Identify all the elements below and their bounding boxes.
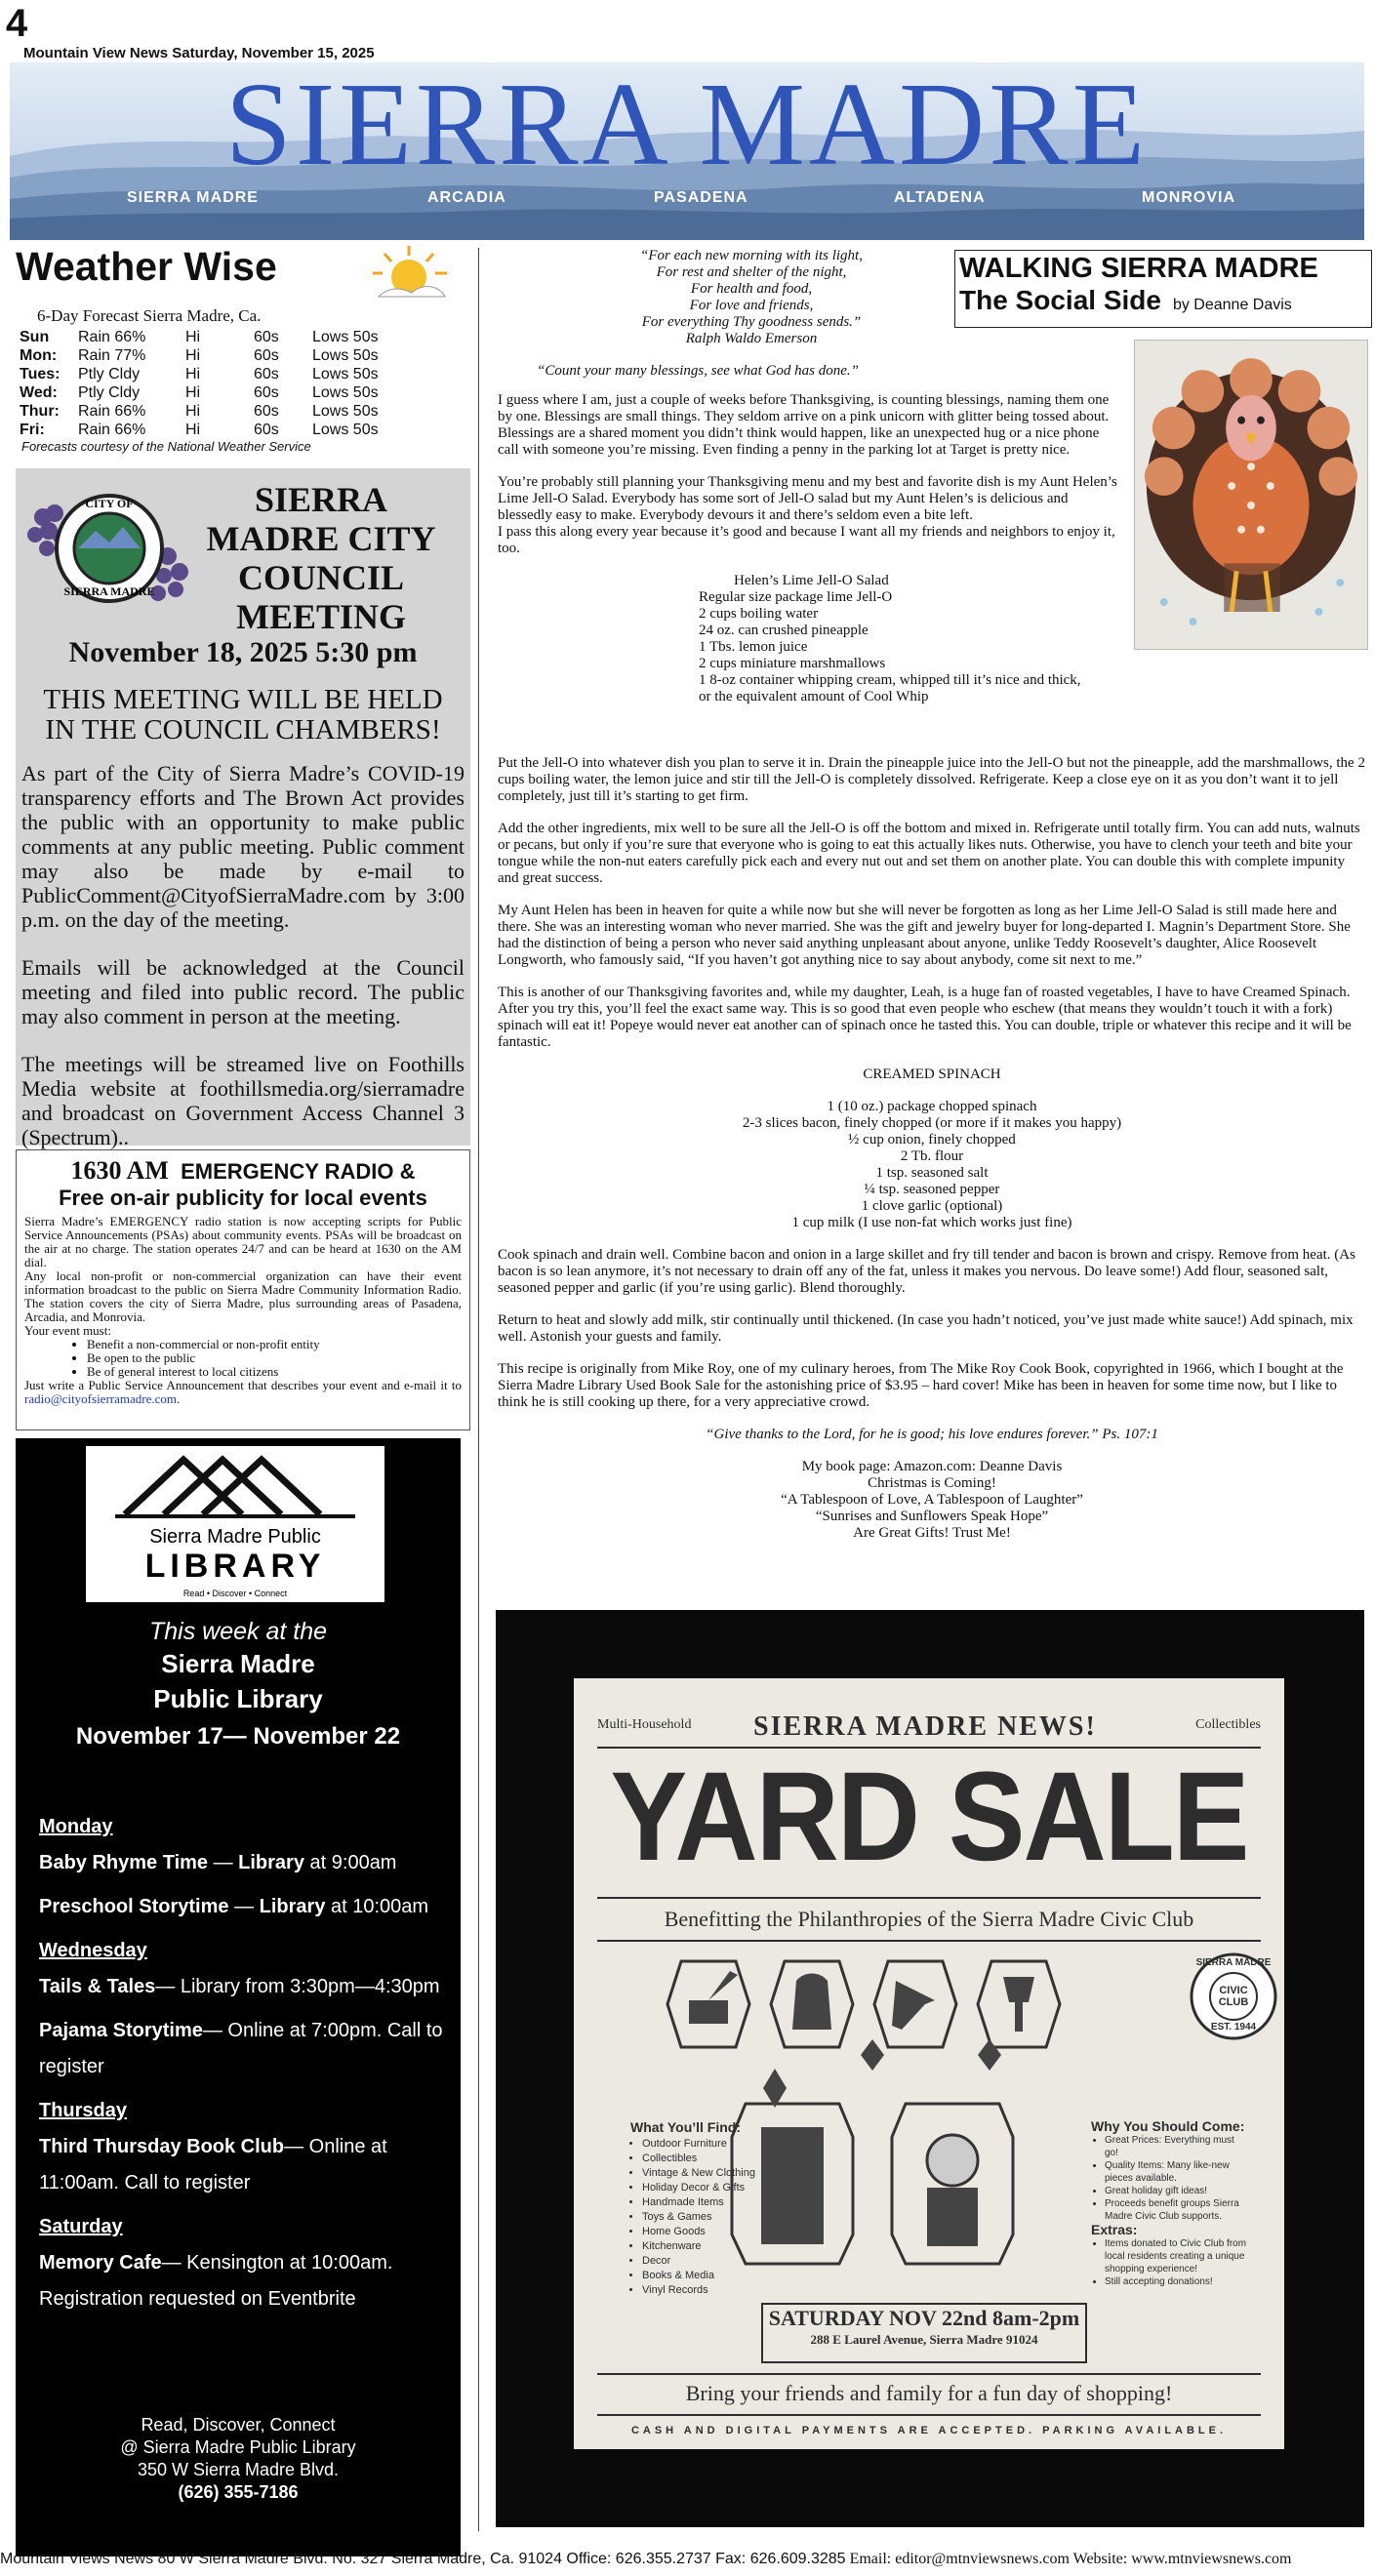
list-item: • Benefit a non-commercial or non-profit entity [87, 1338, 462, 1351]
library-event-part: Library [238, 1852, 304, 1873]
recipe-ingredient: 1 8-oz container whipping cream, whipped till it’s nice and thick, [699, 672, 1081, 688]
library-event-part: — Online at 11:00am. Call to register [39, 2136, 387, 2194]
library-day-heading: Saturday [39, 2216, 123, 2237]
poster-right-label: Collectibles [1195, 1717, 1261, 1732]
page-number: 4 [6, 2, 28, 45]
recipe-ingredient: 2 Tb. flour [900, 1148, 964, 1164]
list-item: • Items donated to Civic Club from local residents creating a unique shopping experience! [1105, 2237, 1247, 2275]
forecast-cell: Hi [185, 384, 201, 401]
city-label: MONROVIA [1142, 189, 1235, 206]
civic-club-name: CLUB [1218, 1996, 1249, 2008]
library-event-part: Tails & Tales [39, 1976, 156, 1997]
library-event-part: Library [259, 1896, 326, 1917]
poem-line: “For each new morning with its light, [640, 248, 863, 263]
list-item: • Still accepting donations! [1105, 2275, 1247, 2288]
civic-club-est: EST. 1944 [1210, 2022, 1257, 2033]
library-event-part: Pajama Storytime [39, 2020, 203, 2041]
forecast-cell: Thur: [20, 403, 60, 420]
council-title-line: COUNCIL [237, 558, 404, 597]
article-body-main [498, 755, 1366, 1542]
poster-paper-name: SIERRA MADRE NEWS! [753, 1711, 1097, 1742]
radio-must: Your event must: [24, 1323, 111, 1338]
book-line: My book page: Amazon.com: Deanne Davis [801, 1459, 1063, 1474]
opening-quote: “Count your many blessings, see what God has done.” [537, 363, 859, 379]
poster-benefit: Benefitting the Philanthropies of the Sierra Madre Civic Club [664, 1907, 1194, 1931]
recipe-ingredient: ½ cup onion, finely chopped [848, 1132, 1016, 1147]
recipe-ingredient: 1 (10 oz.) package chopped spinach [827, 1099, 1037, 1114]
council-paragraph: Emails will be acknowledged at the Council meeting and filed into public record. The public may also comment in person at the meeting. [21, 955, 465, 1028]
recipe-ingredients [699, 589, 1118, 705]
book-line: Christmas is Coming! [868, 1475, 996, 1491]
forecast-cell: Rain 77% [78, 347, 146, 364]
library-week-heading [16, 1618, 461, 1757]
divider [597, 2373, 1261, 2375]
list-item: • Decor [642, 2254, 787, 2269]
council-body [21, 761, 465, 1173]
library-event-part: — Kensington at 10:00am. Registration requested on Eventbrite [39, 2252, 393, 2310]
library-schedule [16, 1438, 461, 2556]
council-date: November 18, 2025 5:30 pm [68, 636, 418, 668]
list-item: • Be of general interest to local citizens [87, 1365, 462, 1379]
radio-heading [24, 1156, 462, 1186]
forecast-row [20, 365, 400, 383]
library-logo-word: LIBRARY [144, 1548, 326, 1585]
dateline: Mountain View News Saturday, November 15, 2025 [23, 45, 375, 61]
library-week-intro: This week at the [148, 1618, 328, 1645]
poster-why-list [1091, 2119, 1247, 2288]
yard-sale-poster [574, 1678, 1284, 2449]
library-day-heading: Thursday [39, 2100, 128, 2121]
poem-line: For rest and shelter of the night, [656, 264, 847, 280]
library-event-part: — Online at 7:00pm. Call to register [39, 2020, 443, 2077]
radio-heading-text: EMERGENCY RADIO & [181, 1159, 416, 1184]
council-title-line: MEETING [235, 597, 407, 636]
poem-line: For everything Thy goodness sends.” [641, 314, 862, 330]
poster-invite: Bring your friends and family for a fun day of shopping! [685, 2381, 1173, 2405]
city-label: ALTADENA [894, 189, 986, 206]
city-seal-logo [21, 478, 197, 624]
book-line: “Sunrises and Sunflowers Speak Hope” [815, 1509, 1049, 1524]
forecast-cell: 60s [254, 329, 279, 345]
list-item: • Kitchenware [642, 2239, 787, 2254]
book-line: “A Tablespoon of Love, A Tablespoon of Laughter” [781, 1492, 1083, 1508]
footer-address: Mountain Views News 80 W Sierra Madre Blvd. No. 327 Sierra Madre, Ca. 91024 Office: 626.355.2737 Fax: 626.609.3285 [0, 2551, 846, 2567]
library-day-heading: Monday [39, 1816, 113, 1837]
list-item: • Great holiday gift ideas! [1105, 2185, 1247, 2197]
city-label: ARCADIA [427, 189, 506, 206]
library-logo-name: Sierra Madre Public [149, 1526, 321, 1548]
council-paragraph: The meetings will be streamed live on Foothills Media website at foothillsmedia.org/sierramadre and broadcast on Government Access Channel 3 (Spectrum).. [21, 1052, 465, 1149]
recipe-ingredient: 1 cup milk (I use non-fat which works just fine) [791, 1215, 1072, 1230]
forecast-cell: 60s [254, 422, 279, 438]
extras-title: Extras: [1091, 2222, 1138, 2237]
article-paragraph: This recipe is originally from Mike Roy, one of my culinary heroes, from The Mike Roy Cook Book, copyrighted in 1966, which I bought at the Sierra Madre Library Used Book Sale for the astonishing price of $3.95 – hard cover! Mike has been in heaven for some time now, but I like to think he is still cooking up there, for a very appreciative crowd. [498, 1361, 1344, 1410]
radio-email-link[interactable]: radio@cityofsierramadre.com [24, 1391, 177, 1406]
radio-closing-text: Just write a Public Service Announcement that describes your event and e-mail it to [24, 1378, 462, 1392]
masthead-title: SIERRA MADRE [224, 62, 1150, 190]
poem-line: For love and friends, [689, 298, 814, 313]
radio-closing [24, 1379, 462, 1406]
poster-date: SATURDAY NOV 22nd 8am-2pm [768, 2306, 1080, 2330]
divider [597, 2414, 1261, 2416]
library-week-name: Public Library [153, 1684, 323, 1713]
extras-items [1091, 2237, 1247, 2288]
svg-text:CITY OF: CITY OF [85, 497, 134, 510]
library-event [39, 1889, 449, 1925]
column-title-box [954, 250, 1372, 328]
article-paragraph: Cook spinach and drain well. Combine bacon and onion in a large skillet and fry till tender and bacon is brown and crispy. Remove from heat. (As bacon is so lean anymore, it’s not necessary to drain off any of the fat, unless it makes you nervous. Do leave some!) Add flour, seasoned salt, seasoned pepper and garlic (if you’re using garlic). Blend thoroughly. [498, 1247, 1355, 1296]
civic-club-name: CIVIC [1219, 1985, 1248, 1996]
radio-paragraph: Sierra Madre’s EMERGENCY radio station is now accepting scripts for Public Service Announcements (PSAs) about community events. PSAs will be broadcast on the air at no charge. The station operates 24/7 and can be heard at 1630 on the AM dial. [24, 1214, 462, 1269]
masthead [10, 62, 1364, 240]
radio-requirements [87, 1338, 462, 1379]
yard-sale-ad [496, 1610, 1364, 2527]
svg-text:SIERRA MADRE: SIERRA MADRE [63, 584, 155, 598]
recipe-ingredient: 2 cups boiling water [699, 606, 819, 622]
library-week-name: Sierra Madre [161, 1649, 315, 1678]
forecast-cell: 60s [254, 347, 279, 364]
library-event [39, 2013, 449, 2085]
library-event [39, 2245, 449, 2317]
forecast-cell: Lows 50s [312, 329, 379, 345]
forecast-row [20, 421, 400, 439]
library-footer-line: Read, Discover, Connect [141, 2415, 336, 2435]
forecast-cell: Ptly Cldy [78, 384, 141, 401]
find-title: What You’ll Find: [630, 2119, 742, 2135]
library-event-part: — [208, 1852, 239, 1873]
library-footer-line: 350 W Sierra Madre Blvd. [137, 2460, 340, 2479]
forecast-credit: Forecasts courtesy of the National Weather Service [21, 439, 311, 454]
forecast-cell: Hi [185, 347, 201, 364]
recipe-ingredient: Regular size package lime Jell-O [699, 589, 893, 605]
radio-closing-end: . [177, 1391, 181, 1406]
forecast-row [20, 383, 400, 402]
column-divider [478, 248, 479, 2531]
column-title: WALKING SIERRA MADRE [959, 253, 1318, 284]
list-item: • Handmade Items [642, 2195, 787, 2210]
library-event-part: at 10:00am [325, 1896, 429, 1917]
library-week-dates: November 17— November 22 [75, 1723, 401, 1750]
divider [597, 1897, 1261, 1899]
article-paragraph: Add the other ingredients, mix well to be sure all the Jell-O is off the bottom and mixed in. Refrigerate until totally firm. You can add nuts, walnuts or pecans, but only if you’re sure that everyone who is going to eat this actually likes nuts. Otherwise, you have to clench your teeth and bite your tongue while the non-nut eaters carefully pick each and every nut out and set them on another plate. You can double this with complete impunity and great success. [498, 821, 1360, 886]
library-event [39, 1969, 449, 2005]
library-footer [16, 2414, 461, 2504]
council-title-line: SIERRA [254, 480, 388, 519]
list-item: • Vinyl Records [642, 2283, 787, 2298]
book-line: Are Great Gifts! Trust Me! [853, 1525, 1011, 1541]
city-label: PASADENA [654, 189, 748, 206]
forecast-cell: Hi [185, 403, 201, 420]
forecast-cell: 60s [254, 384, 279, 401]
recipe-ingredient: 1 clove garlic (optional) [861, 1198, 1003, 1214]
library-footer-line: @ Sierra Madre Public Library [120, 2437, 356, 2457]
forecast-cell: Rain 66% [78, 422, 146, 438]
recipe-ingredient: 1 Tbs. lemon juice [699, 639, 808, 655]
book-list [498, 1459, 1366, 1542]
column-subtitle-text: The Social Side [959, 285, 1161, 315]
recipe-ingredient: ¼ tsp. seasoned pepper [864, 1182, 1000, 1197]
forecast-cell: Rain 66% [78, 403, 146, 420]
list-item: • Vintage & New Clothing [642, 2166, 787, 2181]
find-items [630, 2137, 787, 2298]
turkey-illustration [1134, 340, 1368, 650]
poem-line: Ralph Waldo Emerson [685, 331, 818, 346]
radio-frequency: 1630 AM [70, 1156, 169, 1185]
byline: by Deanne Davis [1172, 297, 1292, 313]
poster-payment-note: CASH AND DIGITAL PAYMENTS ARE ACCEPTED. PARKING AVAILABLE. [630, 2425, 1228, 2436]
article-paragraph: You’re probably still planning your Thanksgiving menu and my best and favorite dish is my Aunt Helen’s Lime Jell-O Salad. Everybody has some sort of Jell-O salad but my Aunt Helen’s is delicious and blessedly easy to make. Everybody devours it and there’s seldom even a bite left. [498, 474, 1117, 523]
article-paragraph: Return to heat and slowly add milk, stir continually until thickened. (In case you hadn’t noticed, you’ve just made white sauce!) Add spinach, mix well. Astonish your guests and family. [498, 1312, 1354, 1345]
forecast-cell: Fri: [20, 422, 45, 438]
list-item: • Quality Items: Many like-new pieces available. [1105, 2159, 1247, 2185]
forecast-row [20, 402, 400, 421]
forecast-cell: Lows 50s [312, 347, 379, 364]
library-logo [86, 1446, 384, 1602]
why-items [1091, 2134, 1247, 2223]
forecast-row [20, 346, 400, 365]
column-subtitle [959, 285, 1367, 316]
council-notice [16, 468, 470, 1149]
recipe-title: CREAMED SPINACH [863, 1067, 1001, 1082]
list-item: • Toys & Games [642, 2210, 787, 2225]
list-item: • Holiday Decor & Gifts [642, 2181, 787, 2195]
recipe-ingredient: 24 oz. can crushed pineapple [699, 623, 869, 638]
forecast-cell: Sun [20, 329, 50, 345]
council-title [199, 480, 443, 636]
council-title-line: MADRE CITY [206, 519, 436, 558]
library-logo-tagline: Read • Discover • Connect [182, 1589, 288, 1598]
footer-contact: Email: editor@mtnviewsnews.com Website: www.mtnviewsnews.com [845, 2551, 1292, 2567]
list-item: • Home Goods [642, 2225, 787, 2239]
article-body-top [498, 392, 1118, 705]
why-title: Why You Should Come: [1091, 2118, 1245, 2134]
page-footer [0, 2551, 1374, 2568]
city-label: SIERRA MADRE [127, 189, 259, 206]
poster-find-list [630, 2119, 787, 2298]
recipe-ingredient: 1 tsp. seasoned salt [875, 1165, 989, 1181]
library-roof-icon [86, 1446, 384, 1526]
library-event [39, 2129, 449, 2201]
library-event-part: — Library from 3:30pm—4:30pm [155, 1976, 440, 1997]
recipe-ingredient: or the equivalent amount of Cool Whip [699, 689, 929, 704]
forecast-row [20, 328, 400, 346]
forecast-cell: Wed: [20, 384, 58, 401]
forecast-cell: Hi [185, 329, 201, 345]
council-paragraph: As part of the City of Sierra Madre’s COVID-19 transparency efforts and The Brown Act provides the public with an opportunity to make public comments at any public meeting. Public comment may also be made by e-mail to PublicComment@CityofSierraMadre.com by 3:00 p.m. on the day of the meeting. [21, 761, 465, 932]
council-location-note: THIS MEETING WILL BE HELD IN THE COUNCIL CHAMBERS! [43, 684, 443, 745]
poster-left-label: Multi-Household [597, 1717, 692, 1732]
poem-line: For health and food, [690, 281, 813, 297]
recipe-ingredient: 2-3 slices bacon, finely chopped (or more if it makes you happy) [742, 1115, 1122, 1131]
recipe-title: Helen’s Lime Jell-O Salad [734, 573, 889, 588]
forecast-header: 6-Day Forecast Sierra Madre, Ca. [37, 306, 262, 325]
article-paragraph: My Aunt Helen has been in heaven for quite a while now but she will never be forgotten as long as her Lime Jell-O Salad is still made here and there. She was an interesting woman who never married. She was the gift and jewelry buyer for long-departed I. Magnin’s Department Store. She had the distinction of being a person who never said anything unpleasant about anyone, unlike Teddy Roosevelt’s daughter, Alice Roosevelt Longworth, who famously said, “If you haven’t got anything nice to say about anybody, come sit next to me.” [498, 903, 1351, 968]
civic-club-top: SIERRA MADRE [1195, 1957, 1272, 1968]
radio-paragraph: Any local non-profit or non-commercial organization can have their event information broadcast to the public on Sierra Madre Community Information Radio. The station covers the city of Sierra Madre, plus surrounding areas of Pasadena, Arcadia, and Monrovia. [24, 1268, 462, 1324]
library-event [39, 1845, 449, 1881]
library-event-part: Baby Rhyme Time [39, 1852, 209, 1873]
library-event-part: Memory Cafe [39, 2252, 162, 2274]
forecast-cell: 60s [254, 403, 279, 420]
forecast-cell: Lows 50s [312, 366, 379, 382]
opening-poem [498, 248, 1005, 347]
masthead-cities [10, 189, 1364, 209]
list-item: • Be open to the public [87, 1351, 462, 1365]
radio-subheading: Free on-air publicity for local events [59, 1186, 427, 1210]
poster-address: 288 E Laurel Avenue, Sierra Madre 91024 [810, 2332, 1038, 2347]
radio-body [24, 1215, 462, 1406]
article-paragraph: I pass this along every year because it’s good and because I want all my friends and neighbors to enjoy it, too. [498, 524, 1115, 556]
list-item: • Books & Media [642, 2269, 787, 2283]
jello-recipe [699, 573, 1118, 705]
sun-icon [365, 242, 453, 302]
library-events [39, 1801, 449, 2325]
weather-title: Weather Wise [16, 244, 277, 289]
poster-date-box [761, 2303, 1087, 2363]
recipe-ingredient: 2 cups miniature marshmallows [699, 656, 886, 671]
poster-header [597, 1711, 1261, 1741]
library-event-part: at 9:00am [303, 1852, 397, 1873]
list-item: • Collectibles [642, 2152, 787, 2166]
library-event-part: Third Thursday Book Club [39, 2136, 285, 2157]
list-item: • Great Prices: Everything must go! [1105, 2134, 1247, 2159]
article-paragraph: This is another of our Thanksgiving favorites and, while my daughter, Leah, is a huge fan of roasted vegetables, I have to have Creamed Spinach. After you try this, you’ll feel the exact same way. This is so good that even people who eschew (that means they wouldn’t touch it with a fork) spinach will eat it! Popeye would never eat another can of spinach once he tasted this. You can double, triple or whatever this recipe and it will be fantastic. [498, 985, 1352, 1050]
forecast-cell: 60s [254, 366, 279, 382]
library-event-part: — [228, 1896, 260, 1917]
forecast-cell: Hi [185, 422, 201, 438]
library-event-part: Preschool Storytime [39, 1896, 229, 1917]
library-day-heading: Wednesday [39, 1940, 147, 1961]
closing-quote: “Give thanks to the Lord, for he is good; his love endures forever.” Ps. 107:1 [706, 1427, 1158, 1442]
forecast-cell: Tues: [20, 366, 61, 382]
article-paragraph: Put the Jell-O into whatever dish you plan to serve it in. Drain the pineapple juice into the Jell-O but not the pineapple, add the marshmallows, the 2 cups boiling water, the lemon juice and stir till the Jell-O is completely dissolved. Refrigerate. Keep a close eye on it as you don’t want it to jell completely, just till it’s starting to get firm. [498, 755, 1365, 804]
list-item: • Proceeds benefit groups Sierra Madre Civic Club supports. [1105, 2197, 1247, 2223]
forecast-cell: Hi [185, 366, 201, 382]
forecast-cell: Lows 50s [312, 384, 379, 401]
forecast-table [20, 328, 400, 439]
forecast-cell: Rain 66% [78, 329, 146, 345]
forecast-cell: Lows 50s [312, 403, 379, 420]
article-paragraph: I guess where I am, just a couple of weeks before Thanksgiving, is counting blessings, naming them one by one. Blessings are small things. They seldom arrive on a pink unicorn with glitter being tossed about. Blessings are a shared moment you didn’t think would happen, like an unexpected hug or a nice phone call with someone you’re missing. Even finding a penny in the parking lot at Target is pretty nice. [498, 392, 1110, 458]
forecast-cell: Ptly Cldy [78, 366, 141, 382]
poster-title: YARD SALE [610, 1746, 1248, 1888]
recipe-ingredients [498, 1099, 1366, 1231]
forecast-cell: Lows 50s [312, 422, 379, 438]
emergency-radio-notice [16, 1149, 470, 1430]
library-phone: (626) 355-7186 [178, 2482, 299, 2502]
forecast-cell: Mon: [20, 347, 58, 364]
list-item: • Outdoor Furniture [642, 2137, 787, 2152]
